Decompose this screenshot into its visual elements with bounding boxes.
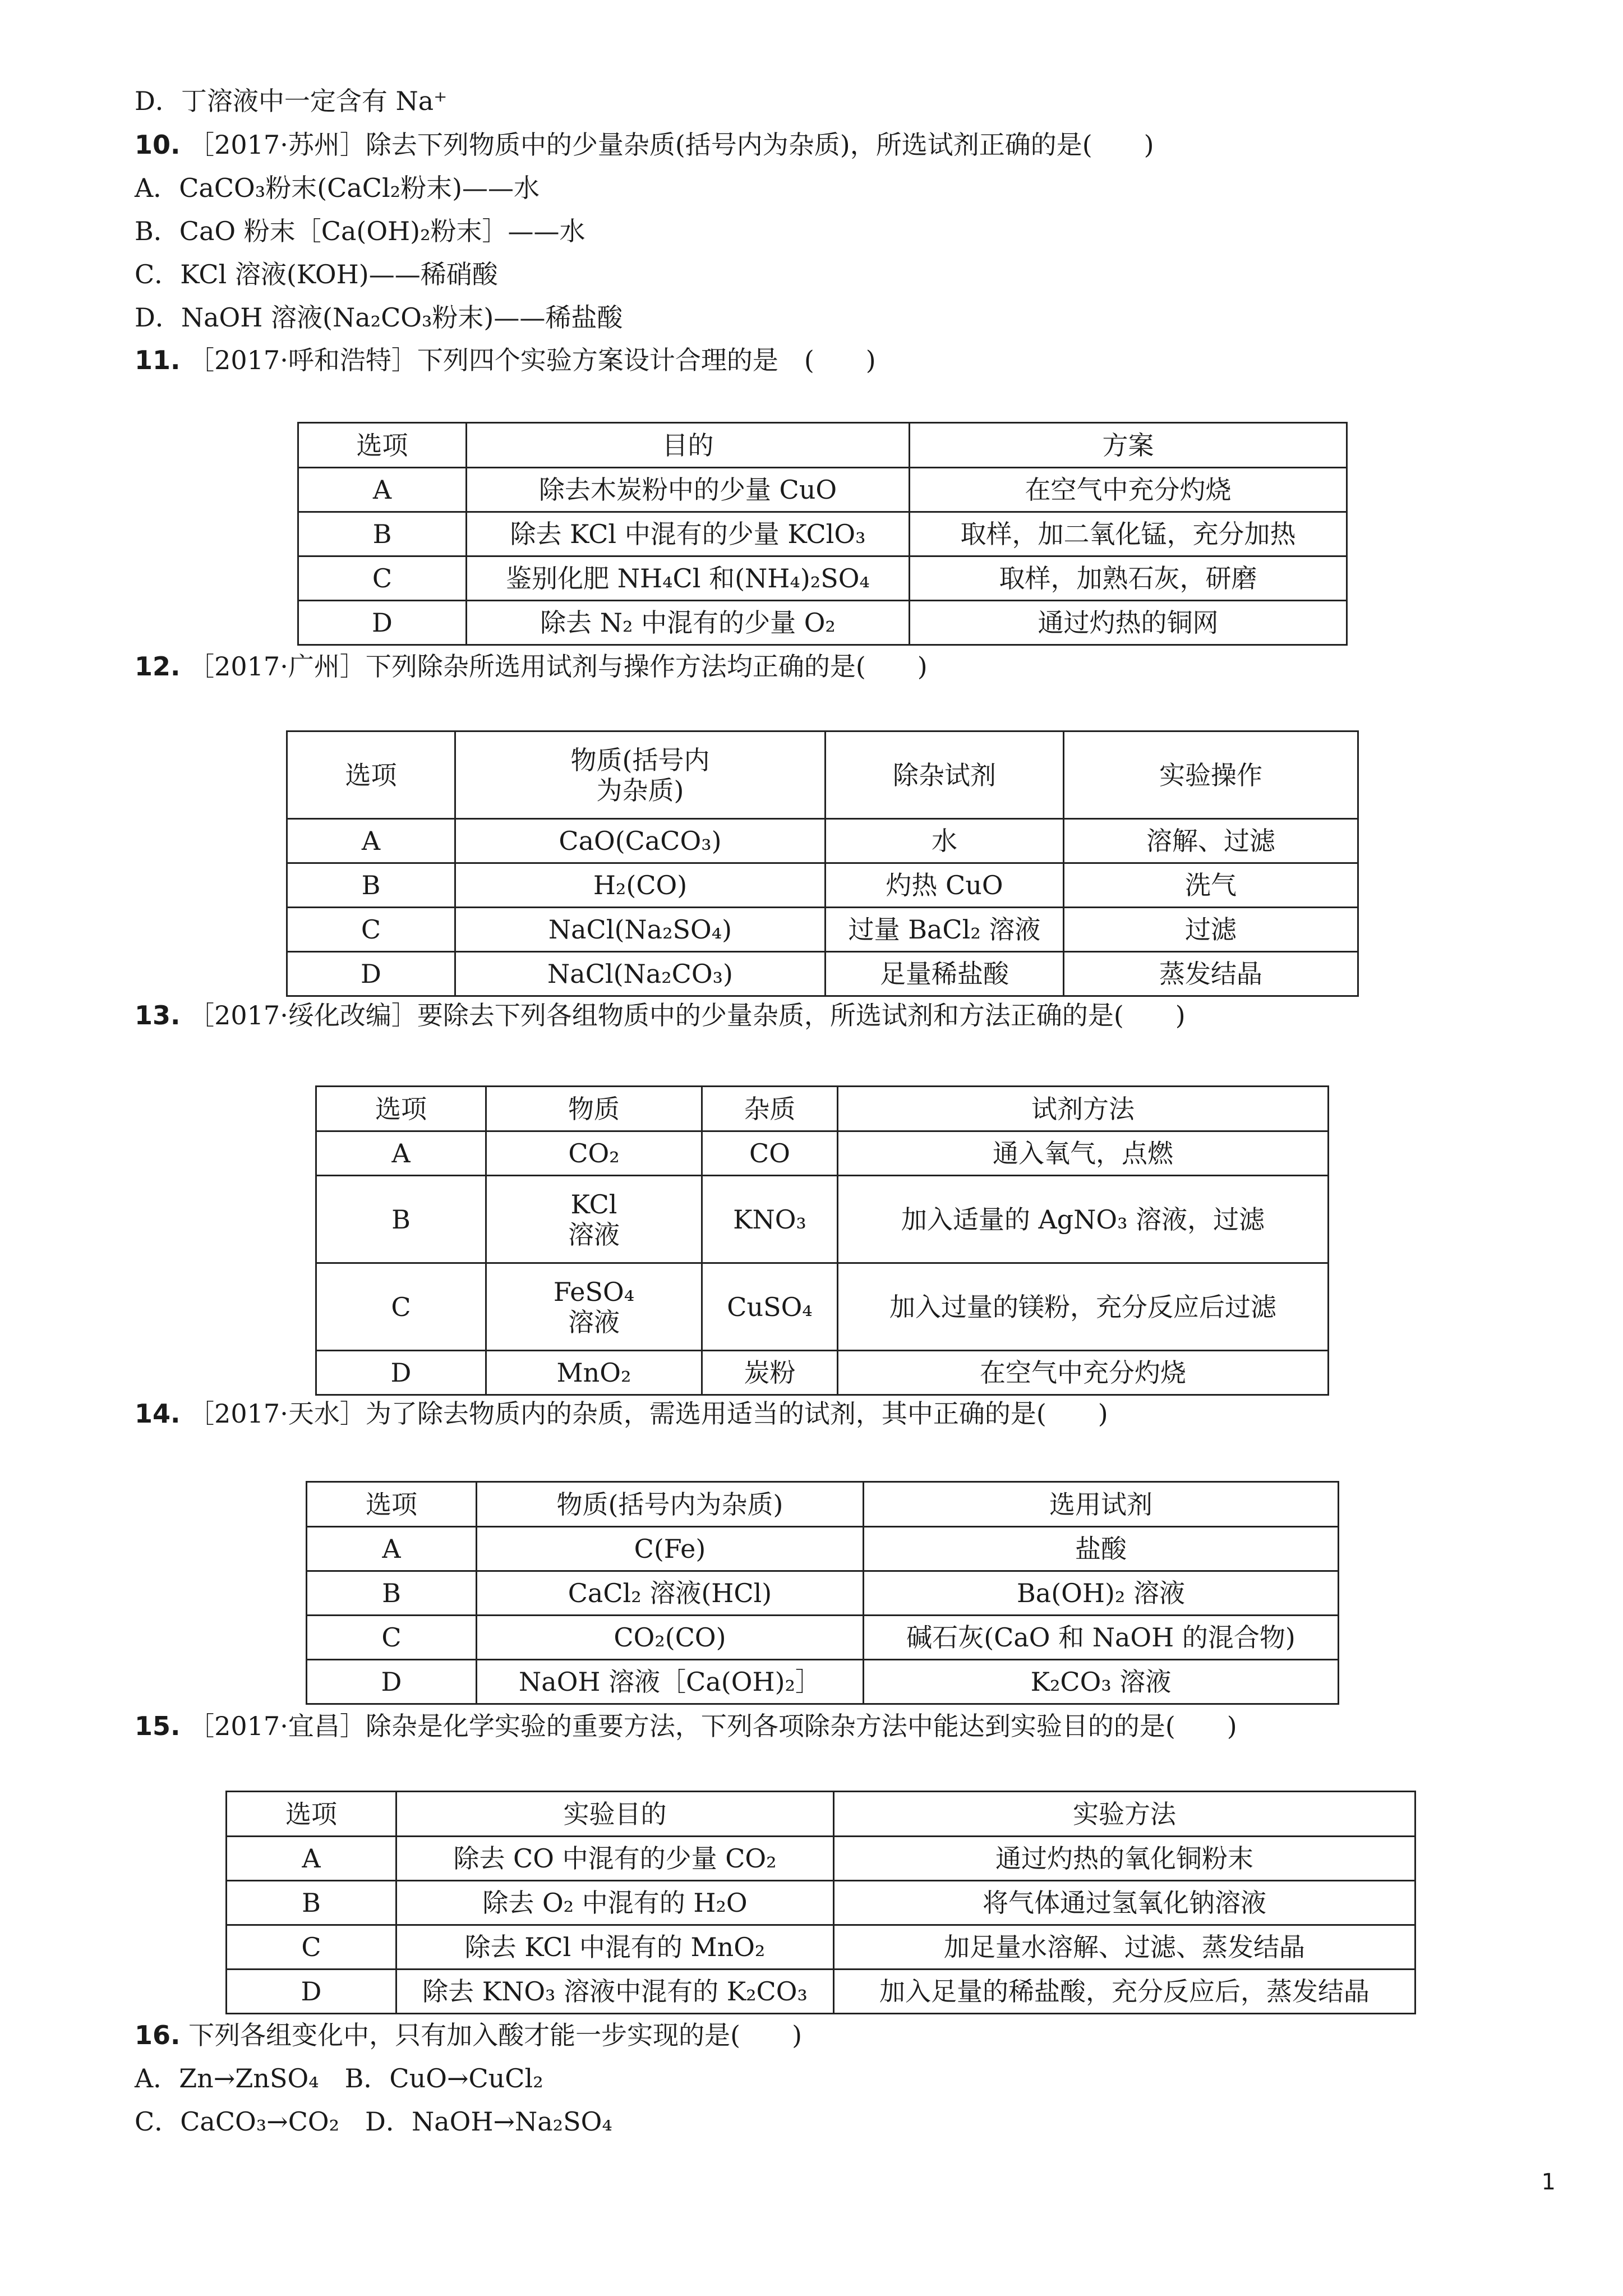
q11-table bbox=[297, 422, 1348, 646]
table-cell: 过量 BaCl₂ 溶液 bbox=[826, 908, 1064, 952]
q10-number: 10. bbox=[135, 130, 181, 160]
table-cell: CO₂ bbox=[486, 1131, 702, 1176]
table-cell: 洗气 bbox=[1064, 863, 1358, 908]
table-cell: 取样，加二氧化锰，充分加热 bbox=[910, 512, 1347, 556]
table-cell: 盐酸 bbox=[864, 1527, 1339, 1571]
table-row bbox=[227, 1925, 1415, 1970]
header-cell: 杂质 bbox=[702, 1087, 838, 1131]
table-cell: CaO(CaCO₃) bbox=[455, 819, 826, 863]
table-cell: KCl 溶液 bbox=[486, 1176, 702, 1263]
table-row bbox=[227, 1881, 1415, 1925]
table-row bbox=[307, 1527, 1339, 1571]
q10-stem bbox=[135, 128, 1154, 162]
table-cell: 通过灼热的氧化铜粉末 bbox=[834, 1837, 1415, 1881]
header-cell: 方案 bbox=[910, 423, 1347, 468]
table-cell: 取样，加熟石灰，研磨 bbox=[910, 556, 1347, 601]
table-row bbox=[287, 952, 1358, 996]
table-cell: 在空气中充分灼烧 bbox=[838, 1351, 1329, 1395]
table-cell: A bbox=[227, 1837, 396, 1881]
q15-stem-text: ［2017·宜昌］除杂是化学实验的重要方法，下列各项除杂方法中能达到实验目的的是( ) bbox=[188, 1711, 1237, 1741]
q11-number: 11. bbox=[135, 345, 181, 375]
table-cell: NaCl(Na₂CO₃) bbox=[455, 952, 826, 996]
table-row bbox=[298, 556, 1347, 601]
table-cell: 加入足量的稀盐酸，充分反应后，蒸发结晶 bbox=[834, 1970, 1415, 2014]
table-cell: 加入适量的 AgNO₃ 溶液，过滤 bbox=[838, 1176, 1329, 1263]
table-header-row bbox=[316, 1087, 1329, 1131]
q12-stem bbox=[135, 650, 928, 683]
table-cell: B bbox=[307, 1571, 477, 1616]
table-row bbox=[298, 601, 1347, 645]
table-header-row bbox=[227, 1792, 1415, 1837]
table-cell: MnO₂ bbox=[486, 1351, 702, 1395]
table-cell: 炭粉 bbox=[702, 1351, 838, 1395]
table-cell: 灼热 CuO bbox=[826, 863, 1064, 908]
table-cell: NaCl(Na₂SO₄) bbox=[455, 908, 826, 952]
table-header-row bbox=[307, 1482, 1339, 1527]
table-cell: 除去木炭粉中的少量 CuO bbox=[467, 468, 910, 512]
q13-number: 13. bbox=[135, 1000, 181, 1030]
table-cell: NaOH 溶液［Ca(OH)₂］ bbox=[477, 1660, 864, 1704]
table-cell: 将气体通过氢氧化钠溶液 bbox=[834, 1881, 1415, 1925]
header-cell: 目的 bbox=[467, 423, 910, 468]
table-cell: D bbox=[316, 1351, 486, 1395]
table-row bbox=[316, 1351, 1329, 1395]
table-row bbox=[316, 1176, 1329, 1263]
table-cell: CO bbox=[702, 1131, 838, 1176]
header-cell: 实验方法 bbox=[834, 1792, 1415, 1837]
q14-stem bbox=[135, 1397, 1108, 1430]
header-cell: 选项 bbox=[287, 731, 455, 819]
q13-stem bbox=[135, 999, 1186, 1032]
q14-number: 14. bbox=[135, 1398, 181, 1429]
table-cell: C bbox=[316, 1263, 486, 1351]
table-cell: 加入过量的镁粉，充分反应后过滤 bbox=[838, 1263, 1329, 1351]
table-cell: 除去 CO 中混有的少量 CO₂ bbox=[396, 1837, 834, 1881]
table-cell: C(Fe) bbox=[477, 1527, 864, 1571]
q10-option-a: A．CaCO₃粉末(CaCl₂粉末)——水 bbox=[135, 173, 540, 203]
header-cell: 物质(括号内 为杂质) bbox=[455, 731, 826, 819]
table-row bbox=[287, 863, 1358, 908]
q15-number: 15. bbox=[135, 1711, 181, 1741]
table-cell: Ba(OH)₂ 溶液 bbox=[864, 1571, 1339, 1616]
table-cell: H₂(CO) bbox=[455, 863, 826, 908]
q14-stem-text: ［2017·天水］为了除去物质内的杂质，需选用适当的试剂，其中正确的是( ) bbox=[188, 1398, 1108, 1429]
table-row bbox=[227, 1837, 1415, 1881]
table-row bbox=[316, 1131, 1329, 1176]
q13-table bbox=[315, 1085, 1329, 1396]
header-cell: 选项 bbox=[316, 1087, 486, 1131]
table-cell: 水 bbox=[826, 819, 1064, 863]
q10-option-c: C．KCl 溶液(KOH)——稀硝酸 bbox=[135, 259, 498, 289]
table-cell: C bbox=[298, 556, 467, 601]
table-cell: B bbox=[298, 512, 467, 556]
table-cell: 溶解、过滤 bbox=[1064, 819, 1358, 863]
table-cell: B bbox=[227, 1881, 396, 1925]
page-number: 1 bbox=[1541, 2169, 1556, 2195]
table-cell: D bbox=[287, 952, 455, 996]
table-cell: 通过灼热的铜网 bbox=[910, 601, 1347, 645]
table-cell: 除去 KNO₃ 溶液中混有的 K₂CO₃ bbox=[396, 1970, 834, 2014]
q9-option-d: D．丁溶液中一定含有 Na⁺ bbox=[135, 86, 448, 116]
q10-stem-text: ［2017·苏州］除去下列物质中的少量杂质(括号内为杂质)，所选试剂正确的是( ) bbox=[188, 130, 1154, 160]
table-cell: C bbox=[287, 908, 455, 952]
table-cell: A bbox=[307, 1527, 477, 1571]
table-row bbox=[287, 908, 1358, 952]
q15-stem bbox=[135, 1709, 1237, 1743]
table-cell: 除去 N₂ 中混有的少量 O₂ bbox=[467, 601, 910, 645]
table-cell: 在空气中充分灼烧 bbox=[910, 468, 1347, 512]
table-cell: FeSO₄ 溶液 bbox=[486, 1263, 702, 1351]
table-row bbox=[287, 819, 1358, 863]
table-row bbox=[316, 1263, 1329, 1351]
table-cell: D bbox=[227, 1970, 396, 2014]
q16-options-cd: C．CaCO₃→CO₂ D．NaOH→Na₂SO₄ bbox=[135, 2106, 612, 2137]
table-cell: B bbox=[287, 863, 455, 908]
q12-number: 12. bbox=[135, 651, 181, 682]
table-cell: KNO₃ bbox=[702, 1176, 838, 1263]
header-cell: 除杂试剂 bbox=[826, 731, 1064, 819]
table-cell: CuSO₄ bbox=[702, 1263, 838, 1351]
q10-option-b: B．CaO 粉末［Ca(OH)₂粉末］——水 bbox=[135, 216, 585, 246]
q10-option-d: D．NaOH 溶液(Na₂CO₃粉末)——稀盐酸 bbox=[135, 302, 623, 333]
table-cell: D bbox=[307, 1660, 477, 1704]
table-cell: A bbox=[287, 819, 455, 863]
table-row bbox=[307, 1660, 1339, 1704]
header-cell: 实验目的 bbox=[396, 1792, 834, 1837]
table-cell: 过滤 bbox=[1064, 908, 1358, 952]
table-cell: CaCl₂ 溶液(HCl) bbox=[477, 1571, 864, 1616]
q16-number: 16. bbox=[135, 2020, 181, 2050]
q16-stem-text: 下列各组变化中，只有加入酸才能一步实现的是( ) bbox=[188, 2020, 803, 2050]
table-cell: 碱石灰(CaO 和 NaOH 的混合物) bbox=[864, 1616, 1339, 1660]
table-cell: 除去 KCl 中混有的少量 KClO₃ bbox=[467, 512, 910, 556]
table-cell: CO₂(CO) bbox=[477, 1616, 864, 1660]
table-cell: 加足量水溶解、过滤、蒸发结晶 bbox=[834, 1925, 1415, 1970]
table-row bbox=[307, 1571, 1339, 1616]
q11-stem bbox=[135, 343, 876, 377]
table-cell: A bbox=[316, 1131, 486, 1176]
q13-stem-text: ［2017·绥化改编］要除去下列各组物质中的少量杂质，所选试剂和方法正确的是( ) bbox=[188, 1000, 1186, 1030]
table-cell: C bbox=[227, 1925, 396, 1970]
table-row bbox=[227, 1970, 1415, 2014]
header-cell: 物质(括号内为杂质) bbox=[477, 1482, 864, 1527]
table-cell: A bbox=[298, 468, 467, 512]
table-row bbox=[298, 512, 1347, 556]
header-cell: 选项 bbox=[227, 1792, 396, 1837]
q16-options-ab: A．Zn→ZnSO₄ B．CuO→CuCl₂ bbox=[135, 2063, 543, 2093]
table-header-row bbox=[298, 423, 1347, 468]
table-cell: 足量稀盐酸 bbox=[826, 952, 1064, 996]
table-row bbox=[307, 1616, 1339, 1660]
header-cell: 选项 bbox=[298, 423, 467, 468]
table-header-row bbox=[287, 731, 1358, 819]
table-cell: D bbox=[298, 601, 467, 645]
q12-stem-text: ［2017·广州］下列除杂所选用试剂与操作方法均正确的是( ) bbox=[188, 651, 928, 682]
header-cell: 选用试剂 bbox=[864, 1482, 1339, 1527]
table-cell: 通入氧气，点燃 bbox=[838, 1131, 1329, 1176]
table-cell: 除去 KCl 中混有的 MnO₂ bbox=[396, 1925, 834, 1970]
header-cell: 试剂方法 bbox=[838, 1087, 1329, 1131]
table-cell: 除去 O₂ 中混有的 H₂O bbox=[396, 1881, 834, 1925]
table-cell: 鉴别化肥 NH₄Cl 和(NH₄)₂SO₄ bbox=[467, 556, 910, 601]
q11-stem-text: ［2017·呼和浩特］下列四个实验方案设计合理的是 ( ) bbox=[188, 345, 876, 375]
table-cell: C bbox=[307, 1616, 477, 1660]
q16-stem bbox=[135, 2018, 802, 2052]
table-cell: 蒸发结晶 bbox=[1064, 952, 1358, 996]
header-cell: 实验操作 bbox=[1064, 731, 1358, 819]
q15-table bbox=[225, 1791, 1416, 2014]
header-cell: 物质 bbox=[486, 1087, 702, 1131]
table-cell: K₂CO₃ 溶液 bbox=[864, 1660, 1339, 1704]
table-cell: B bbox=[316, 1176, 486, 1263]
header-cell: 选项 bbox=[307, 1482, 477, 1527]
q12-table bbox=[286, 730, 1359, 997]
q14-table bbox=[306, 1481, 1339, 1705]
table-row bbox=[298, 468, 1347, 512]
